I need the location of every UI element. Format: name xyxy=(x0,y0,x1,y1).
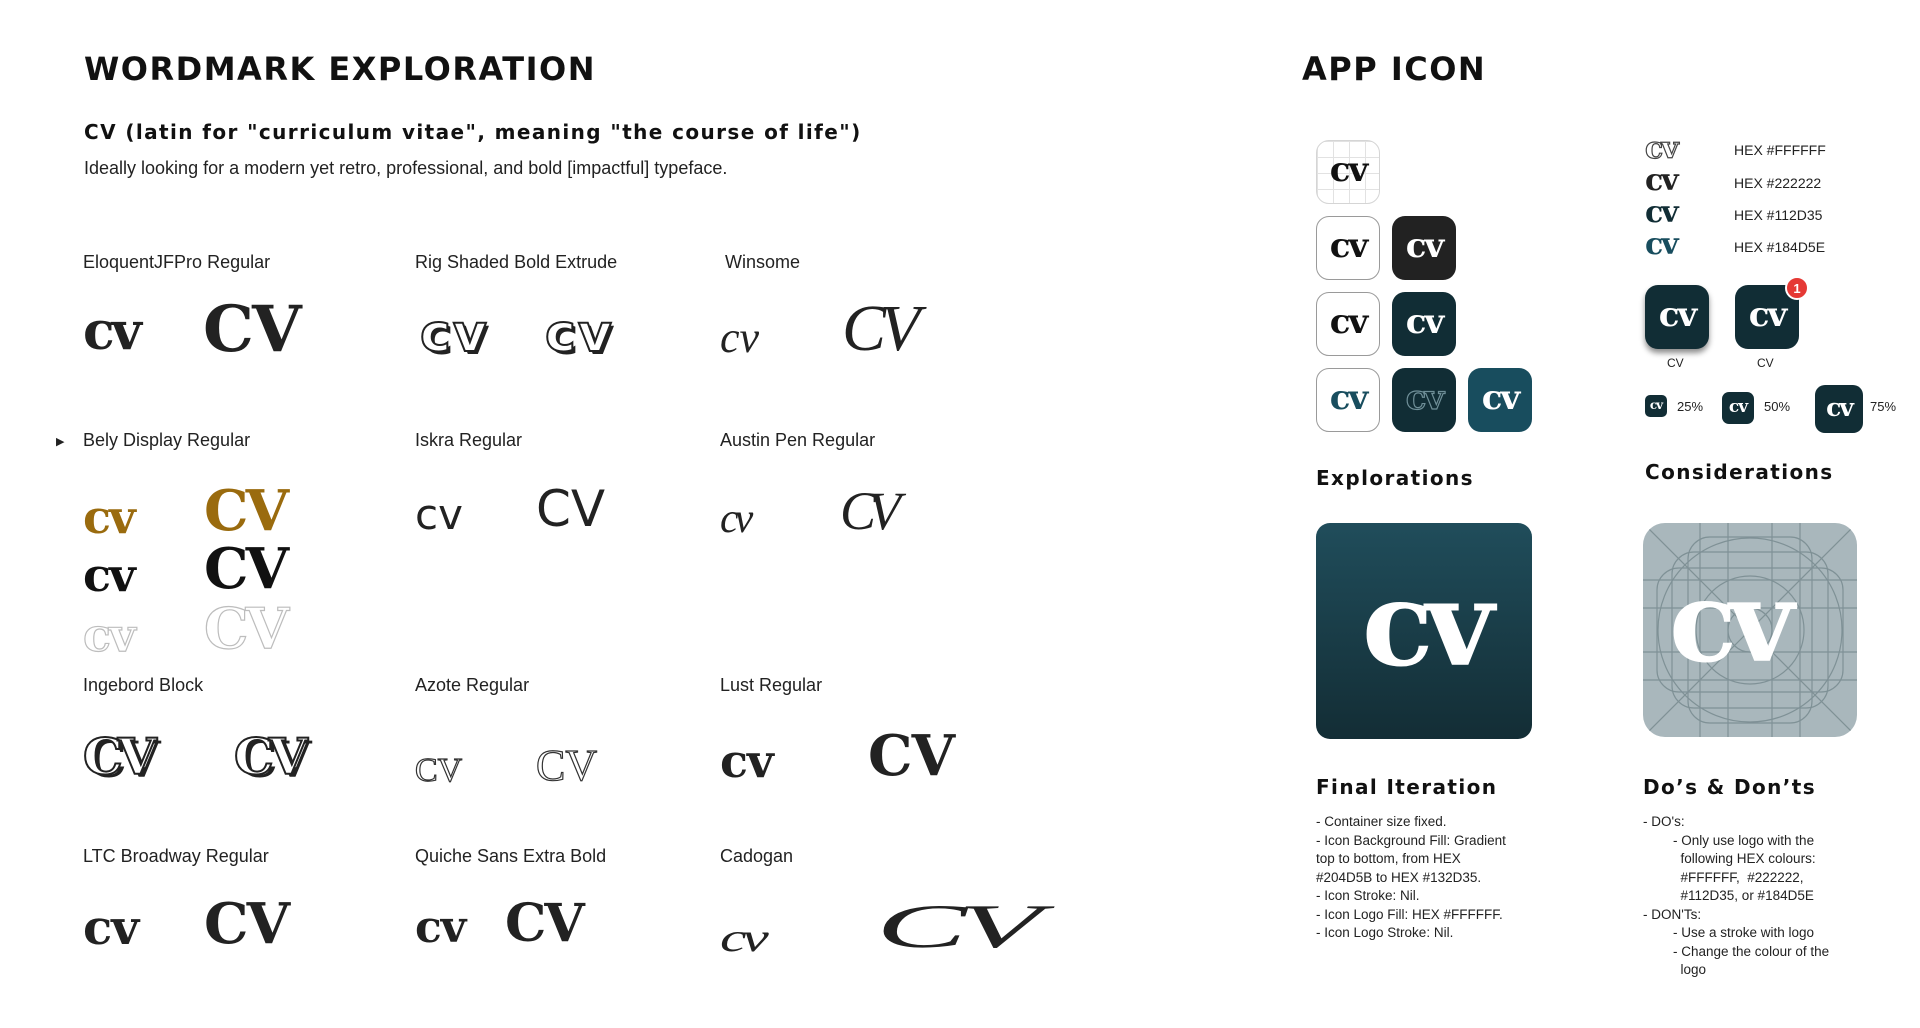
icon-exploration-white-1: cv xyxy=(1316,216,1380,280)
icon-preview-badge: cv xyxy=(1735,285,1799,349)
wordmark-description: Ideally looking for a modern yet retro, professional, and bold [impactful] typeface. xyxy=(84,158,728,178)
wordmark-quiche-large: CV xyxy=(505,893,583,954)
wordmark-bely-gold-small: cv xyxy=(83,490,134,544)
swatch-navy-hex: HEX #112D35 xyxy=(1734,207,1823,223)
icon-scale-75: cv xyxy=(1815,385,1863,433)
swatch-white-hex: HEX #FFFFFF xyxy=(1734,142,1826,158)
swatch-black-hex: HEX #222222 xyxy=(1734,175,1822,191)
font-name-austin-pen: Austin Pen Regular xyxy=(720,430,876,450)
wordmark-winsome-large: CV xyxy=(842,292,915,365)
icon-scale-50: cv xyxy=(1722,392,1754,424)
icon-exploration-teal: cv xyxy=(1468,368,1532,432)
scale-50-label: 50% xyxy=(1764,399,1791,414)
wordmark-austin-large: CV xyxy=(840,481,894,541)
font-name-azote: Azote Regular xyxy=(415,675,530,695)
scale-25-label: 25% xyxy=(1677,399,1704,414)
wordmark-azote-large: CV xyxy=(536,741,598,790)
wordmark-austin-small: cv xyxy=(720,496,750,542)
scale-75-label: 75% xyxy=(1870,399,1897,414)
wordmark-winsome-small: cv xyxy=(720,313,760,362)
swatch-navy-logo: cv xyxy=(1645,195,1677,230)
wordmark-eloquent-large: CV xyxy=(203,292,300,367)
font-name-bely: Bely Display Regular xyxy=(83,430,251,450)
selected-indicator-icon: ▶ xyxy=(56,436,65,448)
wordmark-rig-large: cv xyxy=(545,304,614,364)
wordmark-cadogan-large: CV xyxy=(876,893,1033,961)
icon-exploration-grid: cv xyxy=(1316,140,1380,204)
font-name-rig-shaded: Rig Shaded Bold Extrude xyxy=(415,252,618,272)
icon-exploration-black: cv xyxy=(1392,216,1456,280)
wordmark-ingebord-small: CV xyxy=(83,727,152,786)
font-name-ltc-broadway: LTC Broadway Regular xyxy=(83,846,269,866)
font-name-quiche: Quiche Sans Extra Bold xyxy=(415,846,607,866)
font-name-ingebord: Ingebord Block xyxy=(83,675,204,695)
icon-scale-25: cv xyxy=(1645,395,1667,417)
wordmark-lust-large: CV xyxy=(868,723,955,789)
wordmark-iskra-small: cv xyxy=(415,490,463,539)
wordmark-bely-gold-large: CV xyxy=(204,478,287,544)
icon-exploration-white-teal: cv xyxy=(1316,368,1380,432)
font-name-lust: Lust Regular xyxy=(720,675,823,695)
explorations-label: Explorations xyxy=(1316,466,1474,490)
wordmark-bely-black-small: cv xyxy=(83,548,134,602)
wordmark-bely-black-large: CV xyxy=(204,536,287,602)
wordmark-broadway-small: cv xyxy=(83,900,139,956)
font-name-winsome: Winsome xyxy=(725,252,801,272)
appicon-title: APP ICON xyxy=(1302,50,1487,88)
icon-considerations-grid xyxy=(1643,523,1857,737)
notification-badge: 1 xyxy=(1785,276,1809,300)
wordmark-bely-outline-large: CV xyxy=(204,596,287,662)
wordmark-lust-small: cv xyxy=(720,734,773,788)
icon-preview-shadow: cv xyxy=(1645,285,1709,349)
preview-label-1: CV xyxy=(1667,356,1684,370)
considerations-label: Considerations xyxy=(1645,460,1834,484)
dos-donts-notes: - DO's: - Only use logo with the following HEX colours: #FFFFFF, #222222, #112D35, or #184D5E - DON'Ts: - Use a stroke with logo - Change the colour of the logo xyxy=(1643,814,1830,977)
wordmark-cadogan-small: cv xyxy=(720,915,765,960)
preview-label-2: CV xyxy=(1757,356,1774,370)
swatch-black-logo: cv xyxy=(1645,163,1677,198)
wordmark-eloquent-small: cv xyxy=(83,301,139,362)
wordmark-subtitle: CV (latin for "curriculum vitae", meaning "the course of life") xyxy=(84,120,862,144)
final-iteration-title: Final Iteration xyxy=(1316,775,1498,799)
icon-final-iteration xyxy=(1316,523,1532,739)
icon-exploration-white-2: cv xyxy=(1316,292,1380,356)
icon-exploration-navy: cv xyxy=(1392,292,1456,356)
wordmark-rig-small: cv xyxy=(420,304,489,364)
wordmark-azote-small: CV xyxy=(415,752,463,789)
wordmark-broadway-large: CV xyxy=(204,891,289,957)
wordmark-title: WORDMARK EXPLORATION xyxy=(84,50,596,88)
font-name-cadogan: Cadogan xyxy=(720,846,794,866)
icon-final-logo: cv xyxy=(1361,554,1487,693)
final-iteration-notes: - Container size fixed. - Icon Background Fill: Gradient top to bottom, from HEX #204D5B to HEX #132D35. - Icon Stroke: Nil. - Icon Logo Fill: HEX #FFFFFF. - Icon Logo Stroke: Nil. xyxy=(1316,814,1506,940)
wordmark-iskra-large: CV xyxy=(536,480,606,538)
icon-exploration-navy-outline: cv xyxy=(1392,368,1456,432)
wordmark-ingebord-large: CV xyxy=(234,727,303,786)
swatch-white-logo: cv xyxy=(1645,131,1677,166)
swatch-teal-hex: HEX #184D5E xyxy=(1734,239,1826,255)
font-name-iskra: Iskra Regular xyxy=(415,430,523,450)
dos-donts-title: Do’s & Don’ts xyxy=(1643,775,1817,799)
wordmark-quiche-small: cv xyxy=(415,902,466,953)
font-name-eloquent: EloquentJFPro Regular xyxy=(83,252,271,272)
considerations-logo: cv xyxy=(1669,557,1787,688)
wordmark-bely-outline-small: cv xyxy=(83,608,134,662)
swatch-teal-logo: cv xyxy=(1645,227,1677,262)
